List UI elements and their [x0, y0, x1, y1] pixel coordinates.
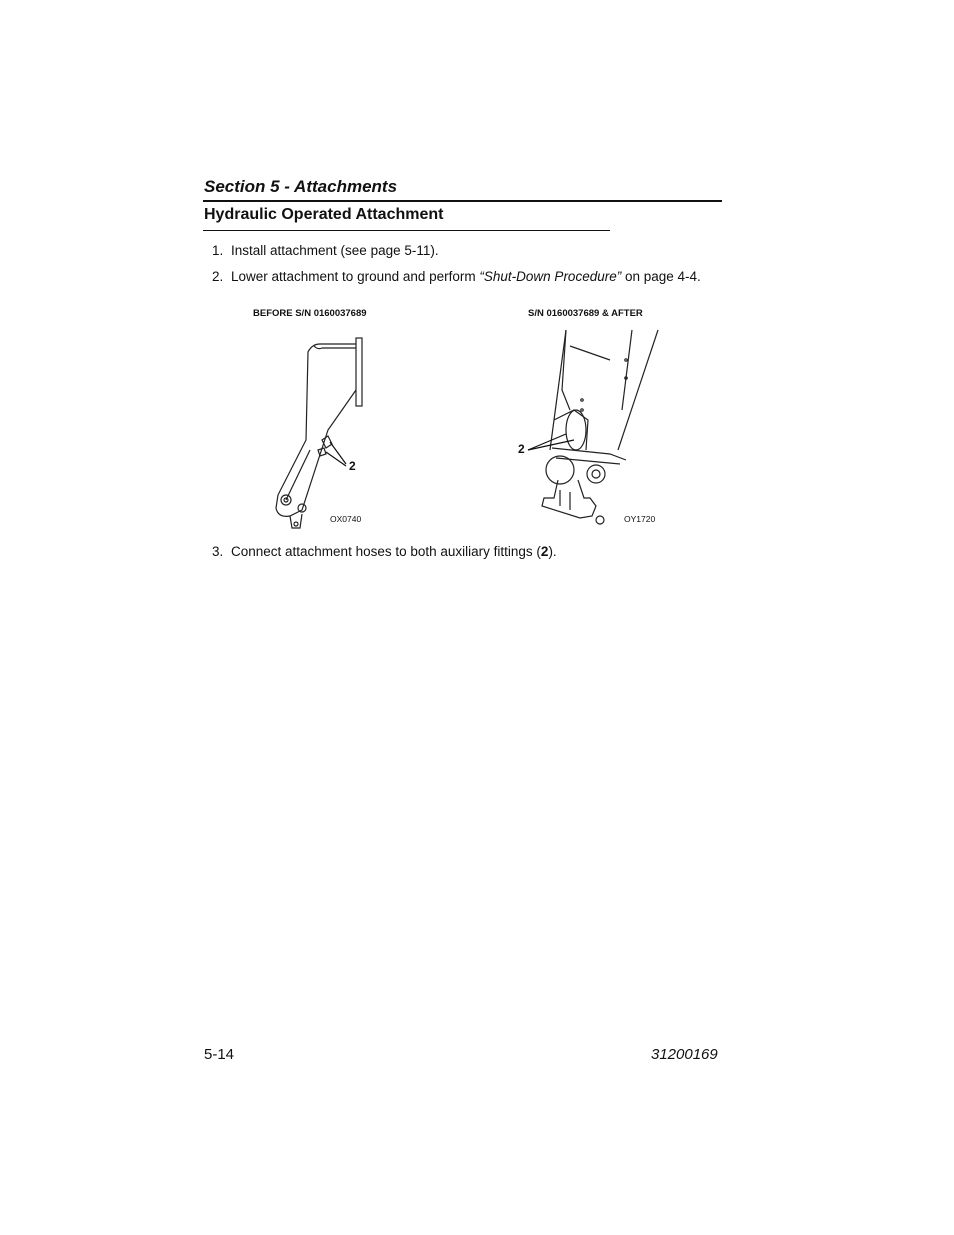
step-text: Lower attachment to ground and perform [231, 269, 480, 284]
step-3 [212, 544, 557, 559]
figure-1-callout: 2 [349, 459, 356, 473]
step-text: Connect attachment hoses to both auxiliary fittings ( [231, 544, 541, 559]
step-number: 2. [212, 269, 224, 284]
document-number: 31200169 [651, 1046, 718, 1063]
step-callout-reference: 2 [540, 544, 549, 559]
step-text-end: ). [548, 544, 557, 559]
step-2 [212, 269, 701, 284]
step-italic-reference: “Shut-Down Procedure” [479, 269, 622, 284]
section-title: Section 5 - Attachments [204, 177, 398, 196]
step-1 [212, 243, 439, 258]
page-number: 5-14 [204, 1046, 235, 1063]
figure-1-label: BEFORE S/N 0160037689 [253, 308, 367, 319]
figure-2-label: S/N 0160037689 & AFTER [528, 308, 643, 319]
figure-2-code: OY1720 [624, 514, 656, 524]
step-number: 3. [212, 544, 224, 559]
subtitle-rule [203, 230, 610, 231]
figure-1-code: OX0740 [330, 514, 362, 524]
subtitle: Hydraulic Operated Attachment [204, 206, 444, 223]
section-rule [203, 200, 722, 202]
step-number: 1. [212, 243, 224, 258]
boom-after-illustration [530, 330, 670, 535]
step-text-end: on page 4-4. [621, 269, 701, 284]
step-text: Install attachment (see page 5-11). [231, 243, 439, 258]
figure-2-callout: 2 [518, 442, 525, 456]
boom-before-illustration [270, 330, 380, 535]
